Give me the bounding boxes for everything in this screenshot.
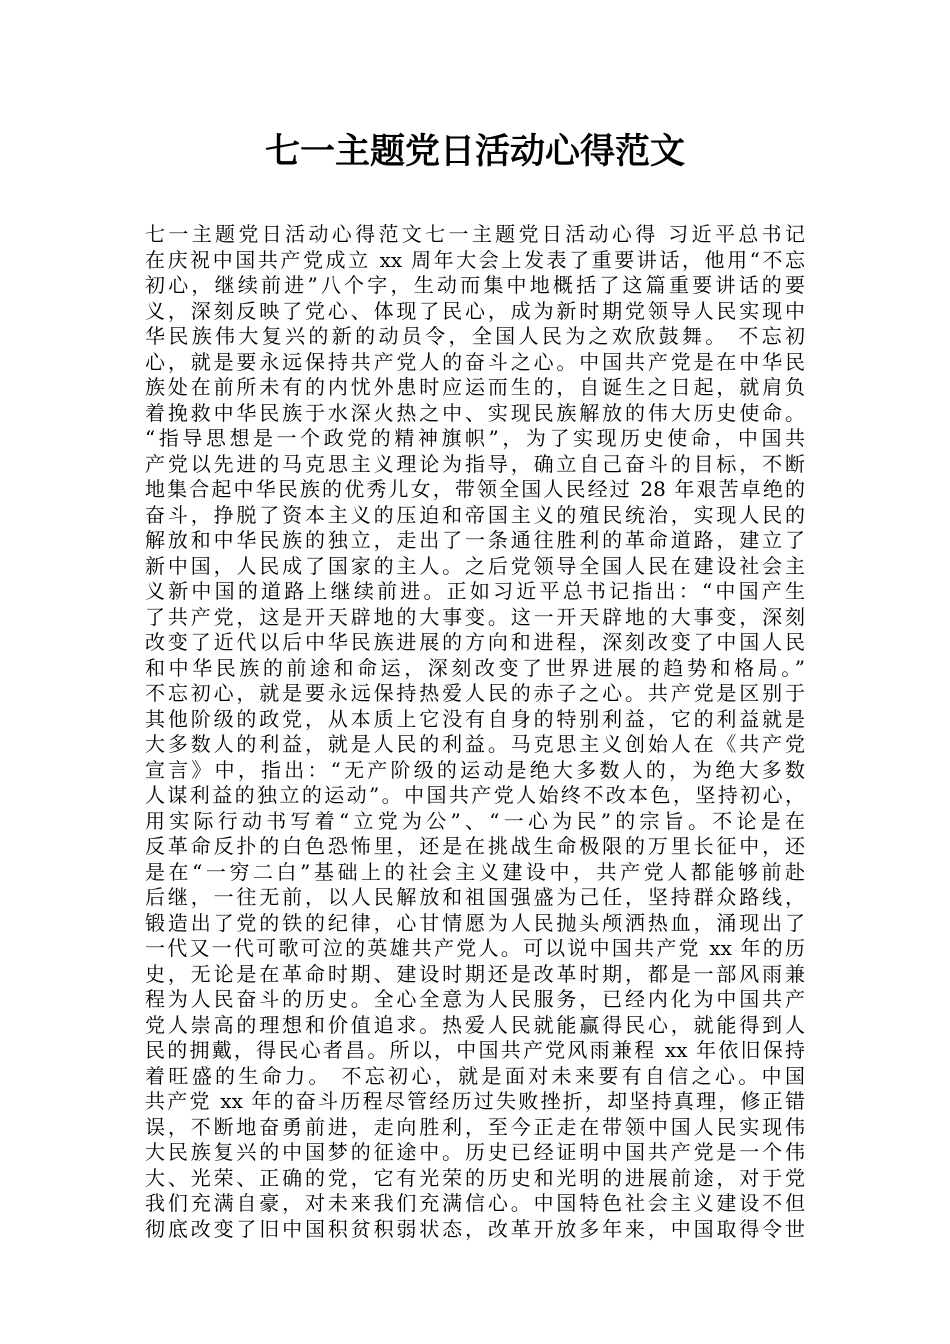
body-text-line: 其他阶级的政党，从本质上它没有自身的特别利益，它的利益就是 [145, 706, 805, 731]
body-text-line: 共产党 xx 年的奋斗历程尽管经历过失败挫折，却坚持真理，修正错 [145, 1089, 805, 1113]
body-text-line: 史，无论是在革命时期、建设时期还是改革时期，都是一部风雨兼 [145, 961, 805, 986]
body-text-line: 新中国，人民成了国家的主人。之后党领导全国人民在建设社会主 [145, 553, 805, 578]
body-text-line: 大民族复兴的中国梦的征途中。历史已经证明中国共产党是一个伟 [145, 1140, 805, 1164]
body-text-line: 人谋利益的独立的运动”。中国共产党人始终不改本色，坚持初心， [145, 783, 805, 807]
body-text-line: 锻造出了党的铁的纪律，心甘情愿为人民抛头颅洒热血，涌现出了 [145, 910, 805, 935]
body-text-line: 地集合起中华民族的优秀儿女，带领全国人民经过 28 年艰苦卓绝的 [145, 477, 805, 501]
body-text-line: 大、光荣、正确的党，它有光荣的历史和光明的进展前途，对于党 [145, 1165, 805, 1190]
body-text-line: 奋斗，挣脱了资本主义的压迫和帝国主义的殖民统治，实现人民的 [145, 502, 805, 527]
body-text-line: 用实际行动书写着“立党为公”、“一心为民”的宗旨。不论是在 [145, 808, 805, 833]
body-text-line: 产党以先进的马克思主义理论为指导，确立自己奋斗的目标，不断 [145, 451, 805, 476]
body-text-line: 族处在前所未有的内忧外患时应运而生的，自诞生之日起，就肩负 [145, 375, 805, 399]
document-body [145, 222, 805, 1242]
body-text-line: 初心，继续前进”八个字，生动而集中地概括了这篇重要讲话的要 [145, 273, 805, 297]
body-text-line: 改变了近代以后中华民族进展的方向和进程，深刻改变了中国人民 [145, 630, 805, 654]
body-text-line: 不忘初心，就是要永远保持热爱人民的赤子之心。共产党是区别于 [145, 681, 805, 705]
document-title: 七一主题党日活动心得范文 [264, 132, 685, 172]
body-text-line: 大多数人的利益，就是人民的利益。马克思主义创始人在《共产党 [145, 732, 805, 756]
body-text-line: 华民族伟大复兴的新的动员令，全国人民为之欢欣鼓舞。 不忘初 [145, 324, 805, 348]
body-text-line: 我们充满自豪，对未来我们充满信心。中国特色社会主义建设不但 [145, 1191, 805, 1215]
body-text-line: 是在“一穷二白”基础上的社会主义建设中，共产党人都能够前赴 [145, 859, 805, 884]
body-text-line: 在庆祝中国共产党成立 xx 周年大会上发表了重要讲话，他用“不忘 [145, 247, 805, 272]
body-text-line: 着旺盛的生命力。 不忘初心，就是面对未来要有自信之心。中国 [145, 1063, 805, 1088]
body-text-line: 了共产党，这是开天辟地的大事变。这一开天辟地的大事变，深刻 [145, 604, 805, 629]
body-text-line: “指导思想是一个政党的精神旗帜”，为了实现历史使命，中国共 [145, 426, 805, 450]
body-text-line: 党人崇高的理想和价值追求。热爱人民就能赢得民心，就能得到人 [145, 1012, 805, 1037]
body-text-line: 误，不断地奋勇前进，走向胜利，至今正走在带领中国人民实现伟 [145, 1114, 805, 1139]
body-text-line: 后继，一往无前，以人民解放和祖国强盛为己任，坚持群众路线， [145, 885, 805, 909]
body-text-line: 反革命反扑的白色恐怖里，还是在挑战生命极限的万里长征中，还 [145, 834, 805, 858]
body-text-line: 宣言》中，指出：“无产阶级的运动是绝大多数人的，为绝大多数 [145, 757, 805, 782]
body-text-line: 七一主题党日活动心得范文七一主题党日活动心得 习近平总书记 [145, 222, 805, 246]
body-text-line: 心，就是要永远保持共产党人的奋斗之心。中国共产党是在中华民 [145, 349, 805, 374]
body-text-line: 义，深刻反映了党心、体现了民心，成为新时期党领导人民实现中 [145, 298, 805, 323]
body-text-line: 和中华民族的前途和命运，深刻改变了世界进展的趋势和格局。” [145, 655, 805, 680]
body-text-line: 民的拥戴，得民心者昌。所以，中国共产党风雨兼程 xx 年依旧保持 [145, 1038, 805, 1062]
body-text-line: 义新中国的道路上继续前进。正如习近平总书记指出：“中国产生 [145, 579, 805, 603]
body-text-line: 一代又一代可歌可泣的英雄共产党人。可以说中国共产党 xx 年的历 [145, 936, 805, 960]
body-text-line: 着挽救中华民族于水深火热之中、实现民族解放的伟大历史使命。 [145, 400, 805, 425]
body-text-line: 程为人民奋斗的历史。全心全意为人民服务，已经内化为中国共产 [145, 987, 805, 1011]
body-text-line: 解放和中华民族的独立，走出了一条通往胜利的革命道路，建立了 [145, 528, 805, 552]
body-text-line: 彻底改变了旧中国积贫积弱状态，改革开放多年来，中国取得令世 [145, 1216, 805, 1241]
